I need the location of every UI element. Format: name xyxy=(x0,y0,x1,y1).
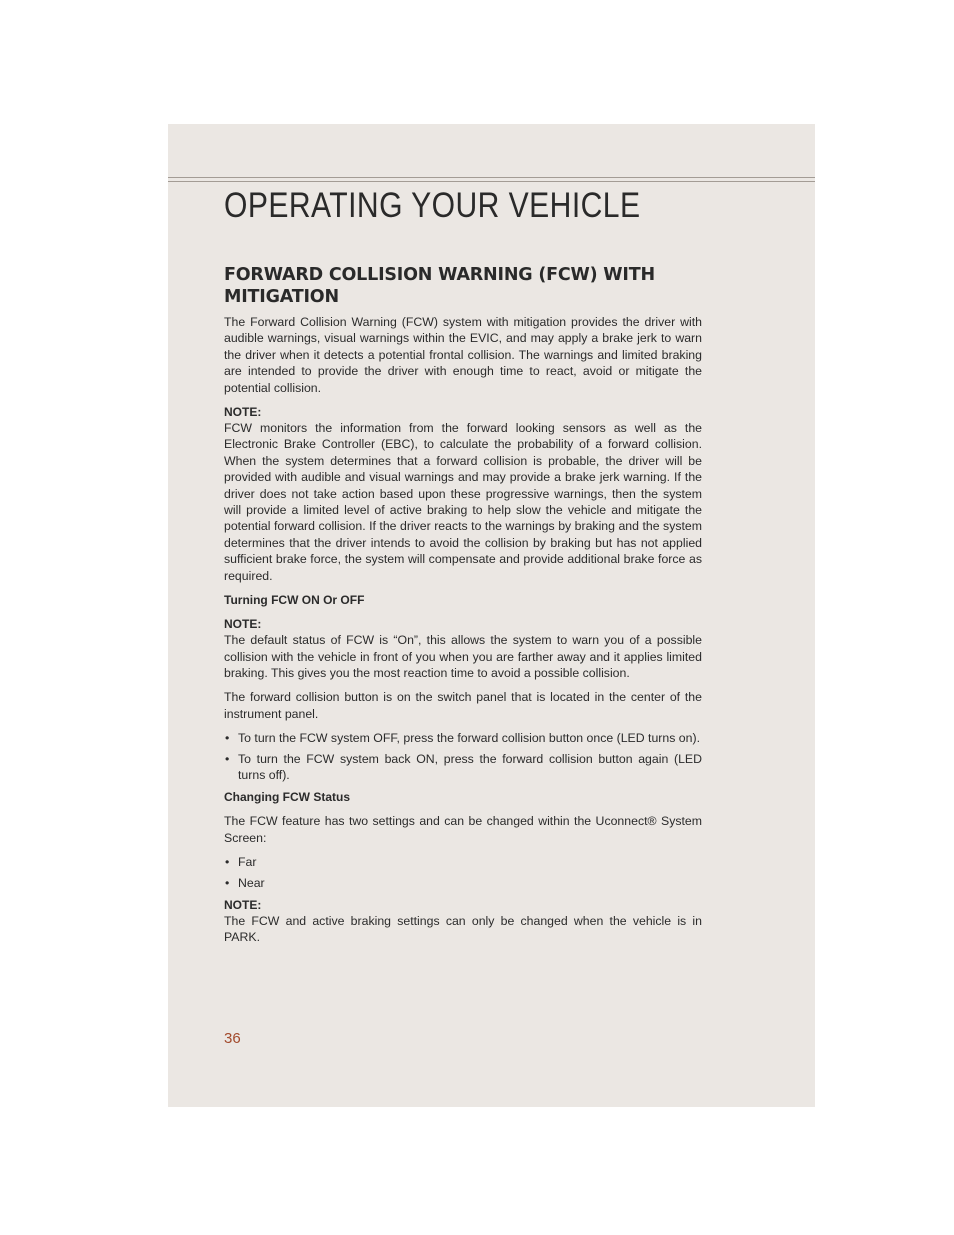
list-item: • To turn the FCW system OFF, press the forward collision button once (LED turns on). xyxy=(225,731,700,746)
fcw-toggle-list xyxy=(224,730,702,783)
settings-paragraph: The FCW feature has two settings and can be changed within the Uconnect® System Screen: xyxy=(224,814,702,845)
note-body: FCW monitors the information from the forward looking sensors as well as the Electronic Brake Controller (EBC), to calculate the probability of a forward collision. When the system determines that a forward collision is probable, the driver will be provided with audible and visual warnings and may provide a brake jerk warning. If the driver does not take action based upon these progressive warnings, then the system will provide a limited level of active braking to help slow the vehicle and mitigate the potential forward collision. If the driver reacts to the warnings by braking and the system determines that the driver intends to avoid the collision by braking but has not applied sufficient brake force, the system will compensate and provide additional brake force as required. xyxy=(224,421,702,583)
button-location-paragraph: The forward collision button is on the switch panel that is located in the center of the instrument panel. xyxy=(224,690,702,721)
subheading-turning-fcw: Turning FCW ON Or OFF xyxy=(224,593,365,608)
list-item: • Near xyxy=(225,875,265,890)
note-label: NOTE: xyxy=(224,405,262,420)
bullet-icon: • xyxy=(225,855,230,870)
chapter-title: OPERATING YOUR VEHICLE xyxy=(224,186,641,225)
section-title: FORWARD COLLISION WARNING (FCW) WITH MITIGATION xyxy=(224,265,655,307)
bullet-icon: • xyxy=(225,875,230,890)
intro-paragraph: The Forward Collision Warning (FCW) system with mitigation provides the driver with audible warnings, visual warnings within the EVIC, and may apply a brake jerk to warn the driver when it detects a potential frontal collision. The warnings and limited braking are intended to provide the driver with enough time to react, avoid or mitigate the potential collision. xyxy=(224,315,702,395)
note-body: The default status of FCW is “On”, this allows the system to warn you of a possible collision with the vehicle in front of you when you are farther away and it applies limited braking. This gives you the most reaction time to avoid a possible collision. xyxy=(224,633,702,680)
note-label: NOTE: xyxy=(224,897,262,912)
subheading-changing-status: Changing FCW Status xyxy=(224,790,350,805)
header-rule-top xyxy=(168,177,815,178)
list-item: • Far xyxy=(225,855,257,870)
note-label: NOTE: xyxy=(224,617,262,632)
list-item: • To turn the FCW system back ON, press the forward collision button again (LED turns off). xyxy=(225,751,702,782)
note-body: The FCW and active braking settings can only be changed when the vehicle is in PARK. xyxy=(224,913,702,945)
section-content xyxy=(224,264,702,954)
settings-list xyxy=(224,854,702,891)
manual-page xyxy=(168,124,815,1107)
bullet-icon: • xyxy=(225,731,230,746)
page-number: 36 xyxy=(224,1030,241,1047)
header-rule-bottom xyxy=(168,181,815,182)
bullet-icon: • xyxy=(225,751,230,766)
